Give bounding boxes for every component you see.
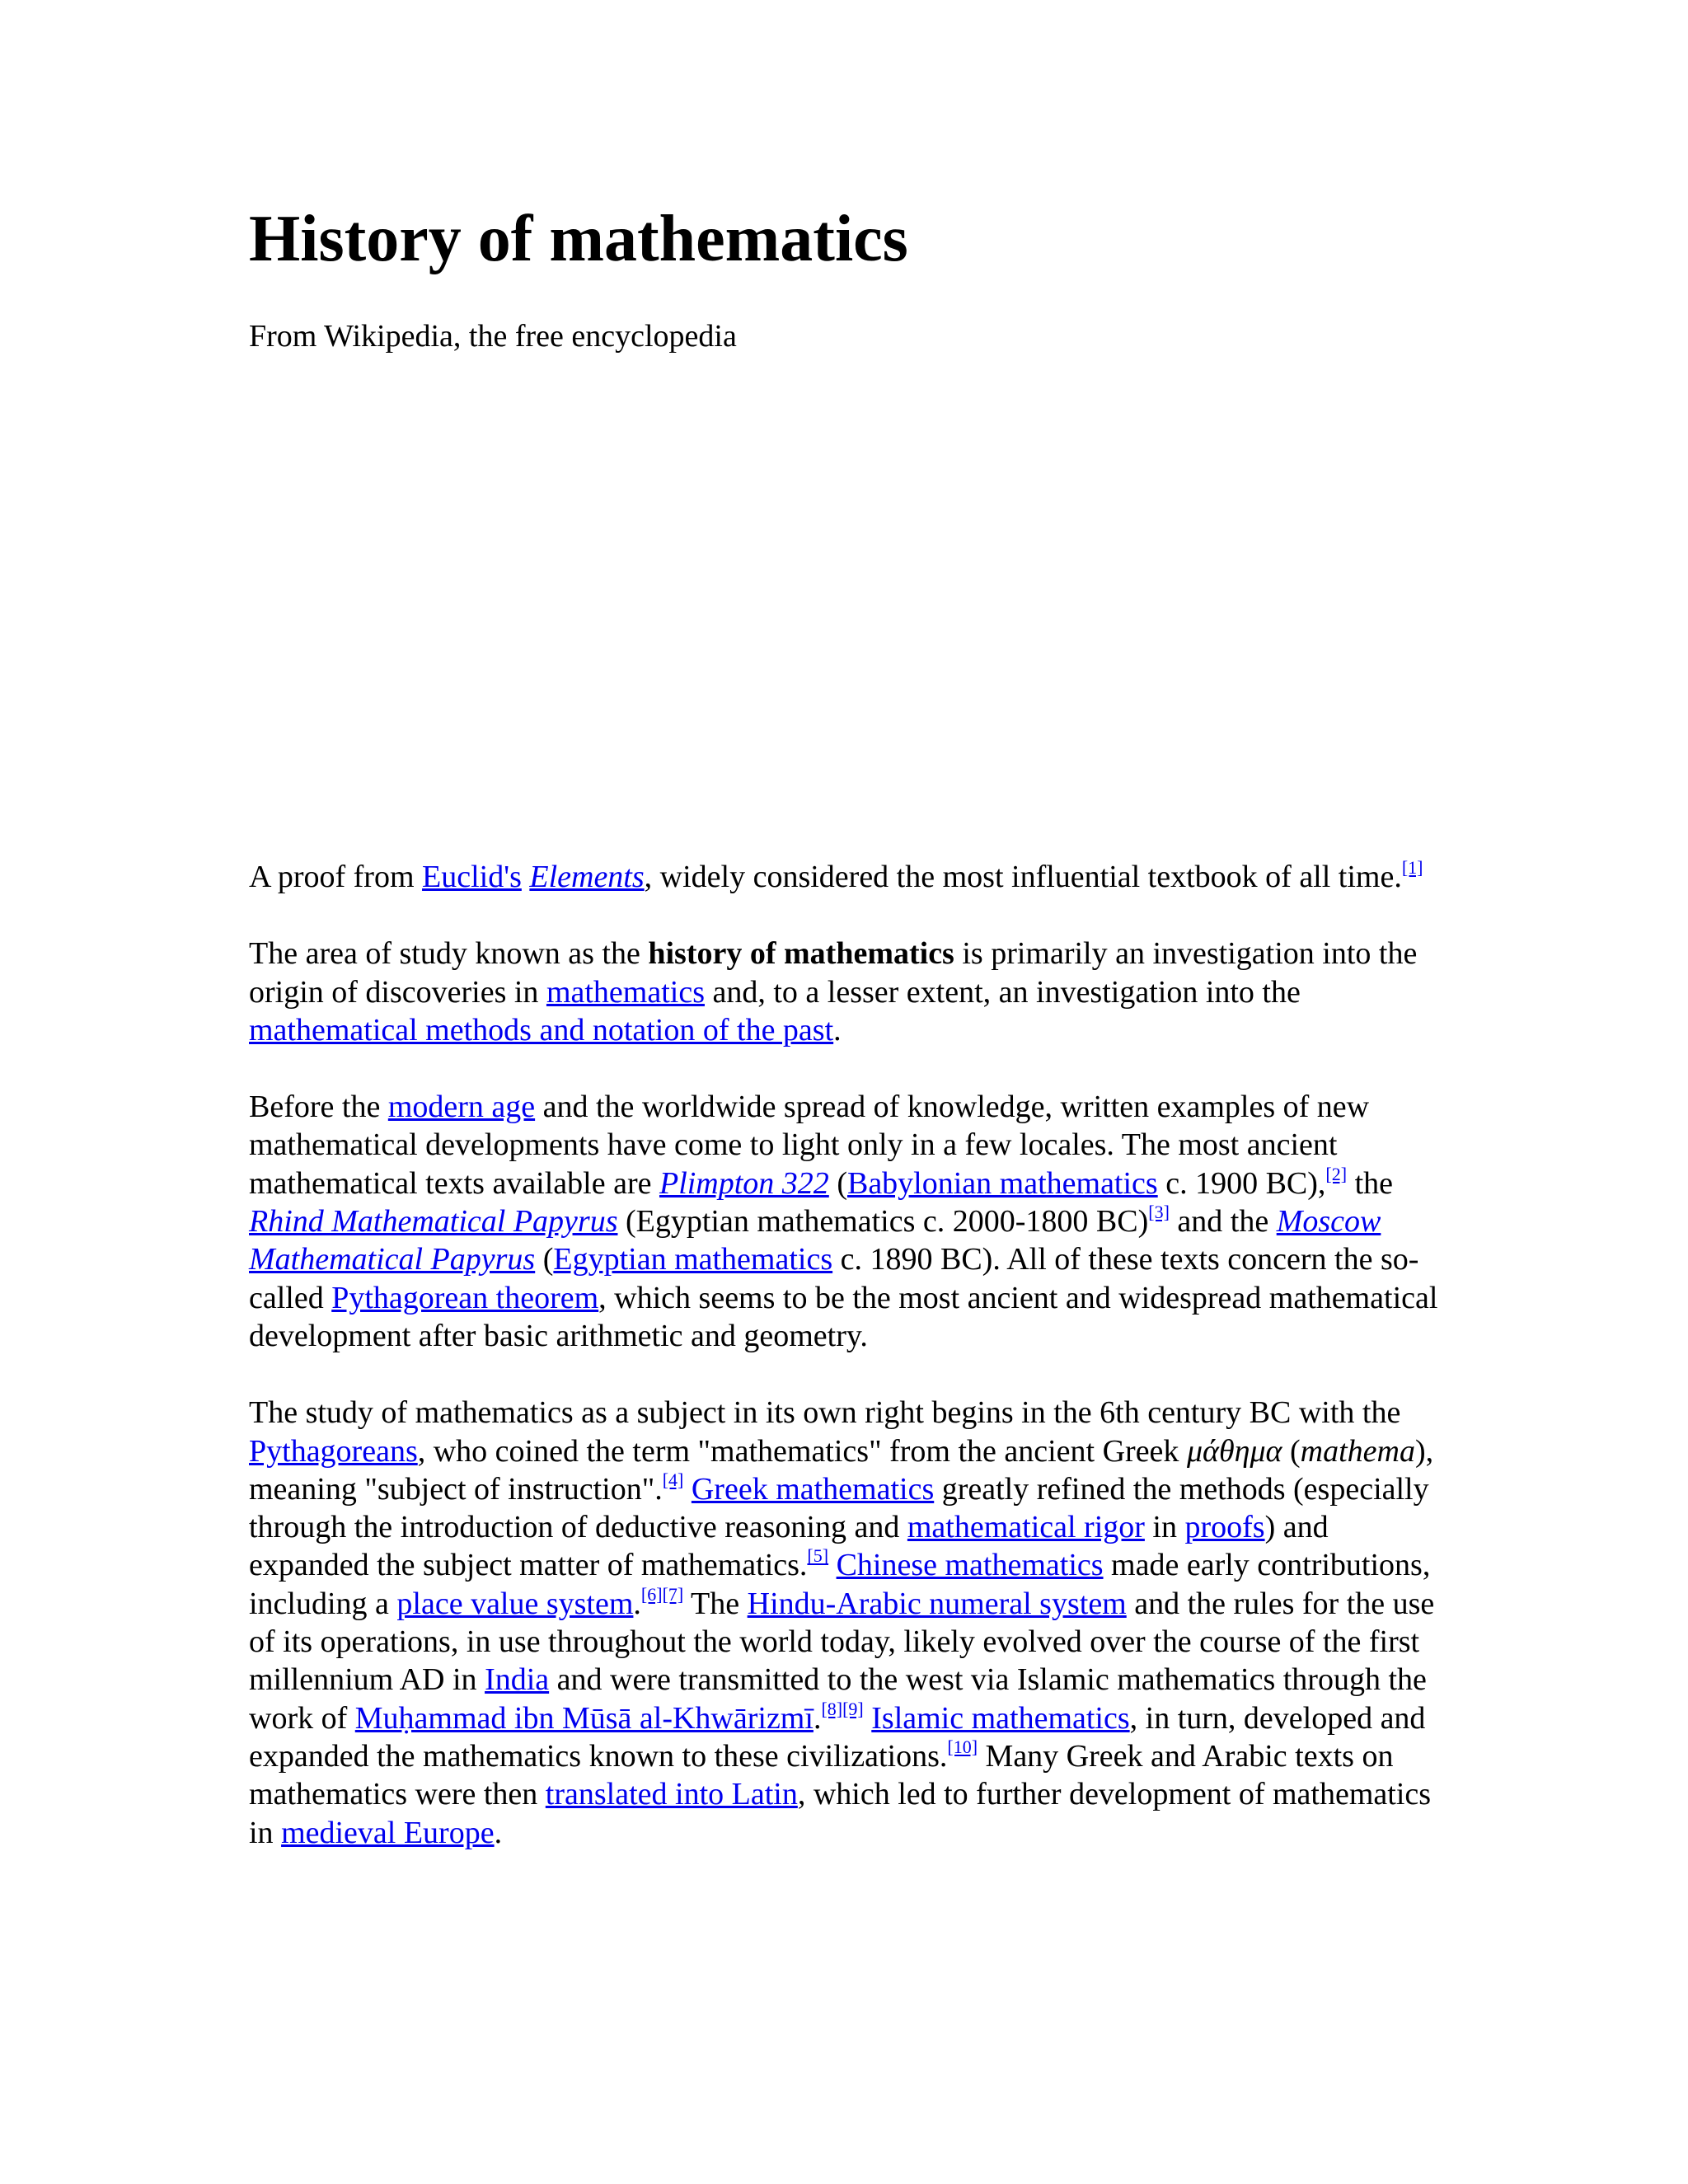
paragraph-development [249,1394,1452,1852]
reference[interactable] [1402,857,1423,878]
page-title: History of mathematics [249,203,908,275]
paragraph-spacer [249,896,1452,935]
reference-link-7[interactable]: [7] [662,1583,684,1605]
paragraph-text: The area of study known as the [249,936,649,972]
paragraph-text: and were transmitted to the west via Islamic mathematics through the work of [249,1662,1427,1736]
paragraph-text: c. 1900 BC), [1157,1165,1326,1201]
paragraph-text: is primarily an investigation into the origin of discoveries in [249,936,1418,1010]
paragraph-text [864,1701,872,1736]
reference-link-9[interactable]: [9] [842,1698,864,1719]
link-proofs[interactable]: proofs [1184,1510,1265,1545]
link-modern-age[interactable]: modern age [387,1090,536,1125]
figure-image-area [249,355,1452,858]
paragraph-text: ) and expanded the subject matter of mathematics. [249,1510,1329,1583]
reference-link-6[interactable]: [6] [640,1583,663,1605]
link-hindu-arabic-numeral-system[interactable]: Hindu-Arabic numeral system [747,1586,1127,1621]
link-pythagoreans[interactable]: Pythagoreans [249,1433,418,1469]
link-methods-notation[interactable]: mathematical methods and notation of the past [249,1012,834,1047]
link-moscow-label: Moscow Mathematical Papyrus [249,1204,1381,1277]
paragraph-text: and the rules for the use of its operations, in use throughout the world today, likely evolved over the course of the first millennium AD in [249,1586,1435,1698]
greek-term: μάθημα [1186,1433,1282,1469]
transliteration: mathema [1300,1433,1415,1469]
reference[interactable] [821,1699,863,1719]
paragraph-text: the [1347,1165,1394,1201]
paragraph-spacer [249,1049,1452,1088]
bold-term: history of mathematics [648,936,954,972]
paragraph-text: ( [828,1165,847,1201]
paragraph-text: greatly refined the methods (especially through the introduction of deductive reasoning and [249,1471,1429,1545]
caption-text: , widely considered the most influential textbook of all time. [644,860,1402,894]
link-place-value-system[interactable]: place value system [396,1586,634,1621]
reference-link-3[interactable]: [3] [1148,1202,1170,1223]
link-chinese-mathematics[interactable]: Chinese mathematics [836,1548,1104,1583]
paragraph-text [828,1548,837,1582]
link-greek-mathematics[interactable]: Greek mathematics [691,1471,935,1507]
paragraph-spacer [249,1355,1452,1394]
reference-link-4[interactable]: [4] [662,1469,684,1490]
paragraph-text: The [683,1586,748,1621]
reference[interactable] [807,1545,828,1566]
paragraph-text: and, to a lesser extent, an investigation into the [704,974,1301,1010]
link-al-khwarizmi[interactable]: Muḥammad ibn Mūsā al-Khwārizmī [354,1700,814,1736]
paragraph-text: ), meaning "subject of instruction". [249,1433,1434,1507]
reference-link-2[interactable]: [2] [1325,1163,1348,1184]
reference[interactable] [1148,1202,1170,1222]
paragraph-text: and the worldwide spread of knowledge, written examples of new mathematical developments have come to light only in a few locales. The most ancient mathematical texts available are [249,1090,1370,1201]
paragraph-text: . [633,1586,641,1621]
caption-text: A proof from [249,860,423,894]
link-medieval-europe[interactable]: medieval Europe [281,1815,495,1850]
paragraph-text: and the [1169,1204,1277,1240]
paragraph-text: in [1144,1510,1185,1545]
reference-link-1[interactable]: [1] [1401,857,1423,878]
link-mathematical-rigor[interactable]: mathematical rigor [907,1510,1145,1545]
link-egyptian-mathematics[interactable]: Egyptian mathematics [553,1242,833,1277]
paragraph-text: (Egyptian mathematics c. 2000-1800 BC) [617,1204,1149,1240]
paragraph-text [683,1472,692,1507]
reference[interactable] [641,1584,683,1605]
paragraph-text: , which seems to be the most ancient and widespread mathematical development after basic arithmetic and geometry. [249,1280,1438,1353]
reference-link-5[interactable]: [5] [807,1545,829,1567]
link-plimpton-322[interactable] [659,1166,829,1201]
reference[interactable] [947,1736,978,1757]
paragraph-text: ( [1282,1433,1301,1469]
reference[interactable] [1325,1164,1347,1184]
paragraph-text: . [813,1700,822,1736]
reference-link-10[interactable]: [10] [947,1736,978,1757]
article [249,194,1452,1852]
paragraph-text: Before the [249,1090,388,1125]
paragraph-text: , who coined the term "mathematics" from the ancient Greek [417,1433,1187,1469]
paragraph-ancient-texts [249,1088,1452,1355]
link-rhind-papyrus[interactable] [249,1204,617,1239]
figure-caption [249,858,1452,896]
caption-text [522,860,530,894]
link-babylonian-mathematics[interactable]: Babylonian mathematics [846,1165,1158,1201]
paragraph-text: c. 1890 BC). All of these texts concern the so-called [249,1242,1419,1315]
reference[interactable] [663,1469,684,1490]
paragraph-text: . [833,1012,842,1047]
link-plimpton-label: Plimpton 322 [659,1165,829,1201]
link-islamic-mathematics[interactable]: Islamic mathematics [871,1700,1130,1736]
paragraph-text: The study of mathematics as a subject in its own right begins in the 6th century BC with the [249,1395,1401,1431]
paragraph-text: made early contributions, including a [249,1548,1431,1621]
link-rhind-label: Rhind Mathematical Papyrus [249,1204,618,1240]
paragraph-text: , which led to further development of mathematics in [249,1777,1432,1850]
paragraph-text: . [494,1815,503,1850]
reference-link-8[interactable]: [8] [821,1698,843,1719]
link-translated-into-latin[interactable]: translated into Latin [545,1777,798,1812]
link-pythagorean-theorem[interactable]: Pythagorean theorem [331,1280,599,1315]
paragraph-text: ( [535,1242,554,1277]
paragraph-text: , in turn, developed and expanded the mathematics known to these civilizations. [249,1700,1426,1774]
paragraph-text: Many Greek and Arabic texts on mathematics were then [249,1738,1394,1812]
link-india[interactable]: India [485,1662,550,1698]
link-elements-label: Elements [529,860,645,894]
link-euclid[interactable]: Euclid's [422,860,522,894]
paragraph-intro [249,935,1452,1049]
page-subtitle: From Wikipedia, the free encyclopedia [249,319,737,354]
link-mathematics[interactable]: mathematics [546,974,705,1010]
link-elements[interactable] [529,860,644,894]
